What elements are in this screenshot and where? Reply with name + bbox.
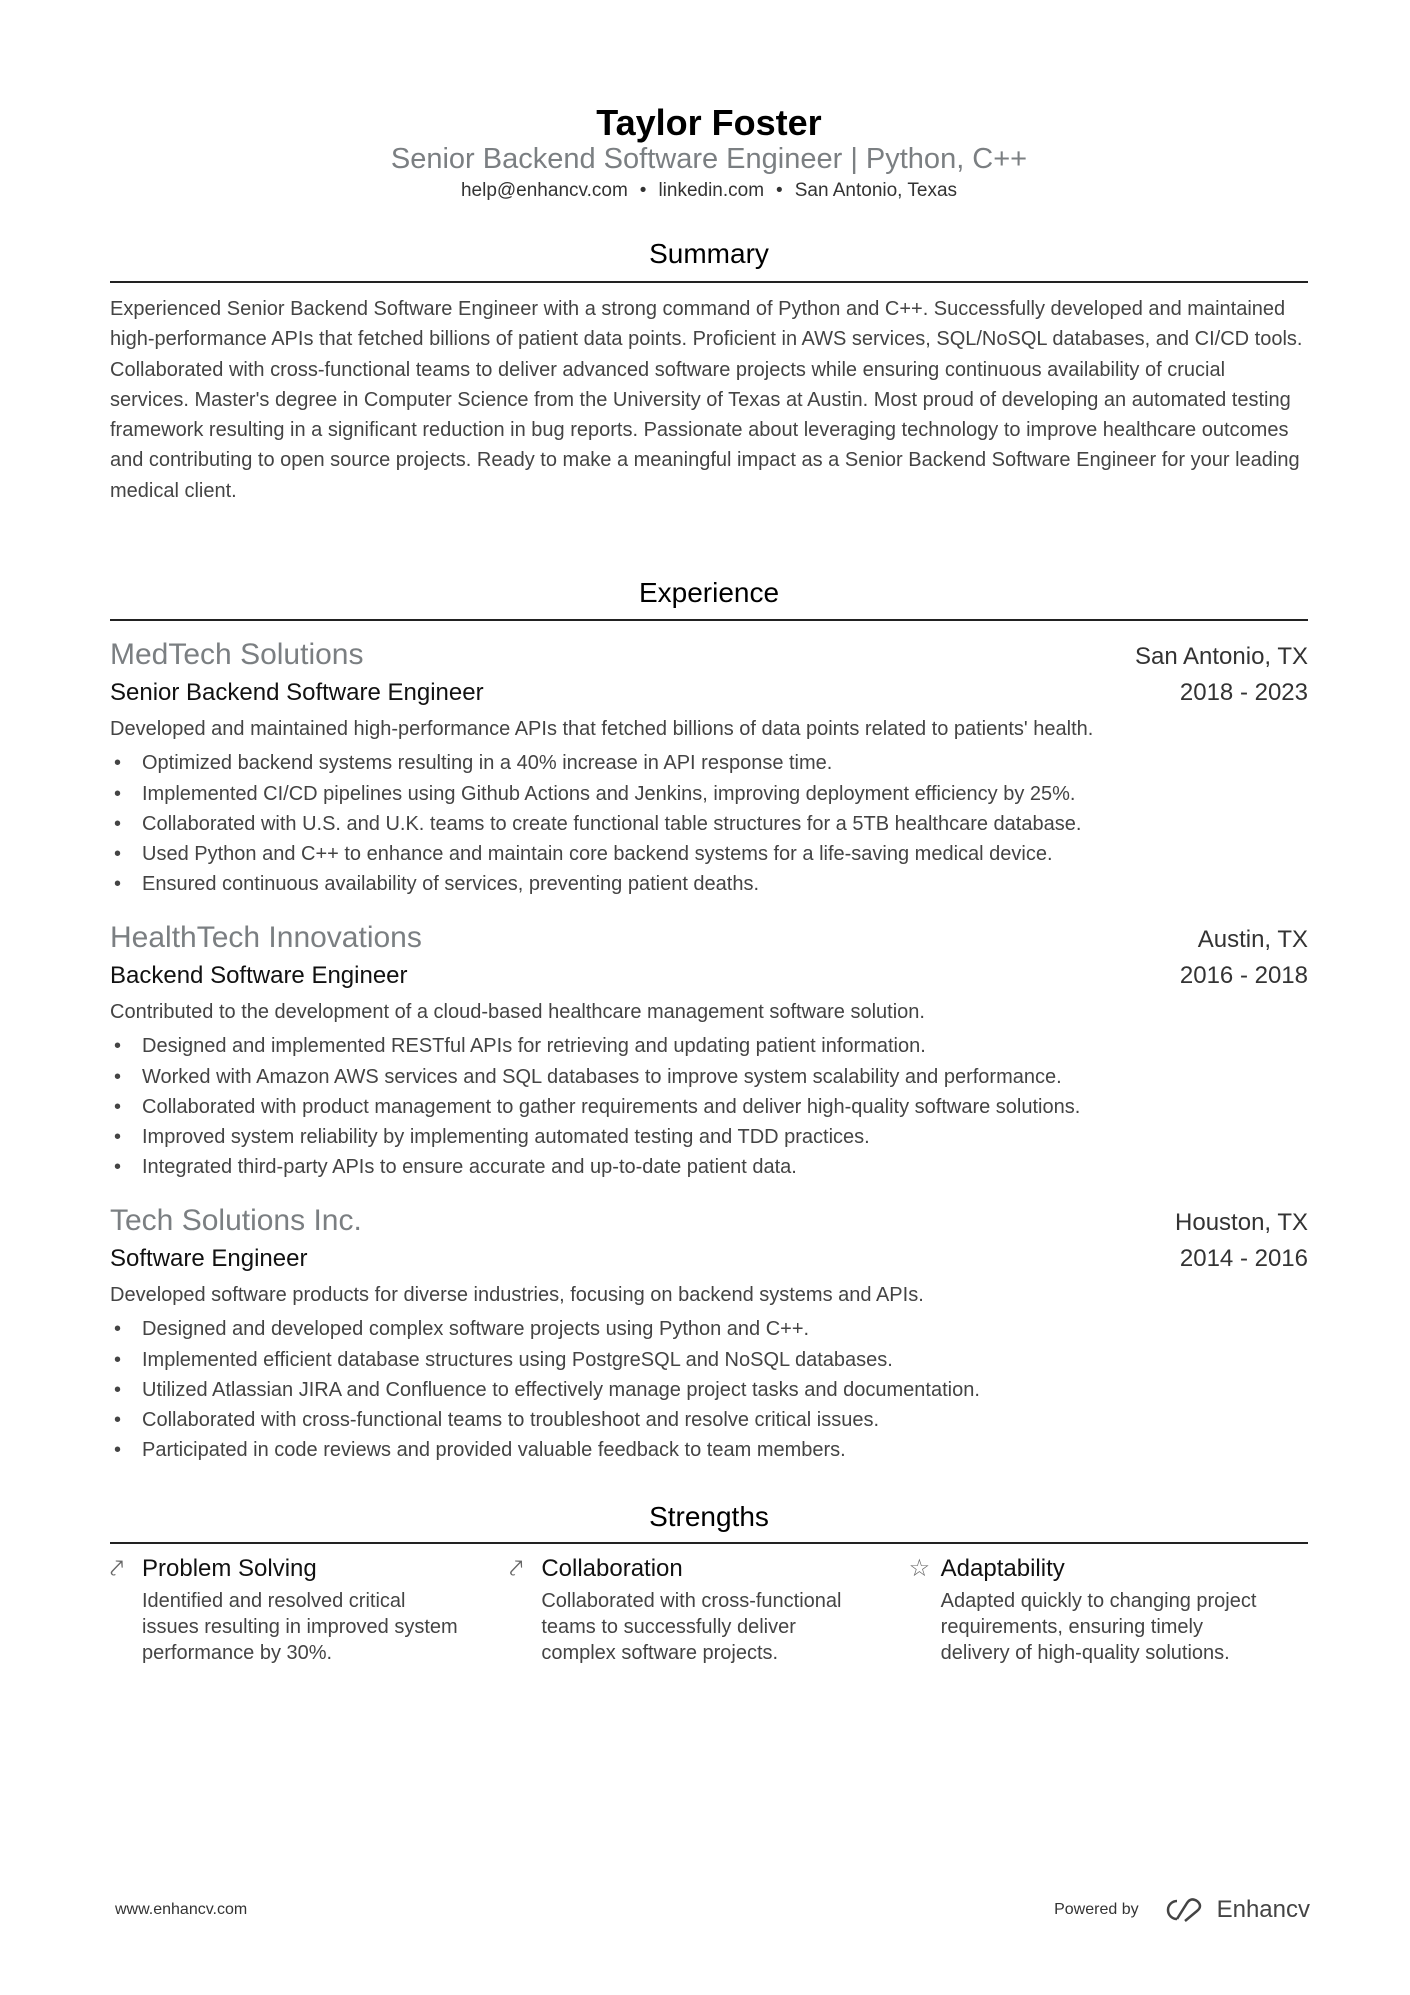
- candidate-name: Taylor Foster: [596, 102, 822, 143]
- summary-text: Experienced Senior Backend Software Engineer with a strong command of Python and C++. Successfully developed and maintained high-performance APIs that fetched billions of patient data points. Proficient in AWS services, SQL/NoSQL databases, and CI/CD tools. Collaborated with cross-functional teams to deliver advanced software projects while ensuring continuous availability of crucial services. Master's degree in Computer Science from the University of Texas at Austin. Most proud of developing an automated testing framework resulting in a significant reduction in bug reports. Passionate about leveraging technology to improve healthcare outcomes and contributing to open source projects. Ready to make a meaningful impact as a Senior Backend Software Engineer for your leading medical client.: [110, 298, 1303, 502]
- strength-description: Collaborated with cross-functional teams to successfully deliver complex software projects.: [541, 1590, 842, 1664]
- bullet-item: • Participated in code reviews and provided valuable feedback to team members.: [110, 1435, 1308, 1465]
- enhancv-logo-icon: [1161, 1897, 1207, 1923]
- bullet-item: • Worked with Amazon AWS services and SQL databases to improve system scalability and performance.: [110, 1062, 1308, 1092]
- separator-dot: •: [776, 180, 783, 201]
- enhancv-logo[interactable]: [1161, 1896, 1310, 1924]
- bullet-item: • Ensured continuous availability of services, preventing patient deaths.: [110, 869, 1308, 899]
- strength-description: Identified and resolved critical issues resulting in improved system performance by 30%.: [142, 1590, 458, 1664]
- bullet-item: • Utilized Atlassian JIRA and Confluence to effectively manage project tasks and documentation.: [110, 1375, 1308, 1405]
- job-bullets: [110, 1314, 1308, 1465]
- bullet-item: • Designed and implemented RESTful APIs for retrieving and updating patient information.: [110, 1031, 1308, 1061]
- bullet-item: • Integrated third-party APIs to ensure accurate and up-to-date patient data.: [110, 1152, 1308, 1182]
- bullet-item: • Improved system reliability by implementing automated testing and TDD practices.: [110, 1122, 1308, 1152]
- company-name: MedTech Solutions: [110, 638, 364, 671]
- strategy-icon: ⤤: [110, 1555, 124, 1582]
- bullet-item: • Optimized backend systems resulting in a 40% increase in API response time.: [110, 748, 1308, 778]
- job-description: Developed software products for diverse industries, focusing on backend systems and APIs.: [110, 1284, 924, 1306]
- bullet-item: • Collaborated with U.S. and U.K. teams to create functional table structures for a 5TB healthcare database.: [110, 809, 1308, 839]
- bullet-item: • Used Python and C++ to enhance and maintain core backend systems for a life-saving medical device.: [110, 839, 1308, 869]
- job-description: Developed and maintained high-performance APIs that fetched billions of data points related to patients' health.: [110, 718, 1094, 740]
- job-title: Senior Backend Software Engineer: [110, 679, 484, 706]
- strength-title: Collaboration: [541, 1555, 683, 1582]
- job-location: Houston, TX: [1175, 1209, 1308, 1236]
- strength-item: [909, 1552, 1308, 1666]
- section-divider: [110, 281, 1308, 283]
- section-divider: [110, 1542, 1308, 1544]
- experience-entry: [110, 1202, 1308, 1466]
- job-bullets: [110, 748, 1308, 899]
- job-description: Contributed to the development of a cloud-based healthcare management software solution.: [110, 1001, 925, 1023]
- strength-description: Adapted quickly to changing project requirements, ensuring timely delivery of high-quality solutions.: [940, 1590, 1257, 1664]
- job-location: San Antonio, TX: [1134, 643, 1308, 670]
- powered-by-label: Powered by: [1054, 1901, 1139, 1918]
- strengths-list: [110, 1552, 1308, 1666]
- strength-title: Adaptability: [940, 1555, 1065, 1582]
- footer: [115, 1896, 1310, 1924]
- job-location: Austin, TX: [1197, 926, 1308, 953]
- candidate-title: Senior Backend Software Engineer | Python, C++: [390, 143, 1028, 175]
- powered-by: [1054, 1896, 1310, 1924]
- bullet-item: • Collaborated with cross-functional teams to troubleshoot and resolve critical issues.: [110, 1405, 1308, 1435]
- strengths-heading: Strengths: [649, 1501, 769, 1532]
- bullet-item: • Implemented efficient database structures using PostgreSQL and NoSQL databases.: [110, 1345, 1308, 1375]
- company-name: HealthTech Innovations: [110, 921, 422, 954]
- strength-item: [110, 1552, 509, 1666]
- bullet-item: • Designed and developed complex software projects using Python and C++.: [110, 1314, 1308, 1344]
- strength-item: [509, 1552, 908, 1666]
- job-bullets: [110, 1031, 1308, 1182]
- footer-website[interactable]: www.enhancv.com: [115, 1901, 248, 1918]
- experience-entry: [110, 636, 1308, 900]
- experience-entry: [110, 919, 1308, 1183]
- strength-title: Problem Solving: [142, 1555, 317, 1582]
- job-title: Backend Software Engineer: [110, 962, 408, 989]
- experience-heading: Experience: [638, 577, 780, 608]
- separator-dot: •: [639, 180, 647, 201]
- job-dates: 2014 - 2016: [1179, 1245, 1308, 1272]
- contact-line: [110, 180, 1308, 202]
- linkedin-link[interactable]: linkedin.com: [658, 180, 765, 201]
- star-icon: ☆: [908, 1555, 931, 1582]
- location: San Antonio, Texas: [794, 180, 958, 201]
- bullet-item: • Implemented CI/CD pipelines using Github Actions and Jenkins, improving deployment efficiency by 25%.: [110, 779, 1308, 809]
- strategy-icon: ⤤: [509, 1555, 523, 1582]
- job-title: Software Engineer: [110, 1245, 308, 1272]
- summary-heading: Summary: [649, 238, 769, 269]
- job-dates: 2016 - 2018: [1179, 962, 1308, 989]
- company-name: Tech Solutions Inc.: [110, 1204, 362, 1237]
- bullet-item: • Collaborated with product management to gather requirements and deliver high-quality software solutions.: [110, 1092, 1308, 1122]
- section-divider: [110, 619, 1308, 621]
- job-dates: 2018 - 2023: [1179, 679, 1308, 706]
- email-link[interactable]: help@enhancv.com: [460, 180, 628, 201]
- enhancv-brand-name: Enhancv: [1216, 1896, 1310, 1923]
